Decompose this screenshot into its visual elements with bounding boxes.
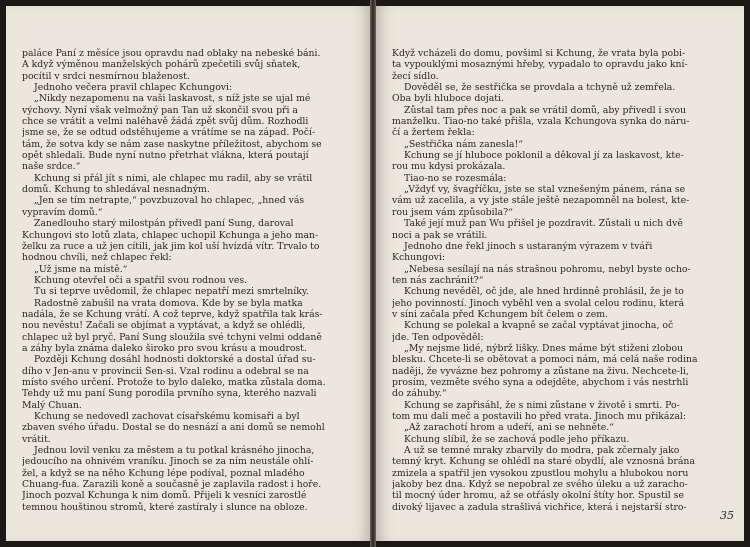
text-line: a záhy byla známa daleko široko pro svou krásu a moudrost. xyxy=(22,342,307,354)
text-line: místo svého určení. Protože to bylo daleko, matka zůstala doma. xyxy=(22,376,326,388)
text-line: do záhuby.“ xyxy=(392,388,447,400)
text-line: jsme se, že se odtud odstěhujeme a vrátíme se na západ. Počí- xyxy=(22,127,316,139)
text-line: A když výměnou manželských pohárů zpečetili svůj sňatek, xyxy=(22,59,301,71)
text-line: žel, a když se na něho Kchung lépe podíval, poznal mladého xyxy=(22,467,305,479)
text-line: jeho povinností. Jinoch vyběhl ven a svolal celou rodinu, která xyxy=(392,297,685,309)
text-line: v síni začala před Kchungem bít čelem o zem. xyxy=(392,308,608,320)
text-line: Tu si teprve uvědomil, že chlapec nepatří mezi smrtelníky. xyxy=(34,286,309,298)
text-line: „Vždyť vy, švagříčku, jste se stal vznešeným pánem, rána se xyxy=(404,184,686,196)
text-line: temný kryt. Kchung se ohlédl na staré obydlí, ale vznosná brána xyxy=(392,456,695,468)
text-line: jde. Ten odpověděl: xyxy=(392,331,484,343)
text-line: A už se temné mraky zbarvily do modra, pak zčernaly jako xyxy=(404,445,680,457)
left-page-text xyxy=(22,48,345,513)
text-line: Tiao-no se rozesmála: xyxy=(404,172,507,184)
left-page xyxy=(6,6,372,541)
text-line: jakoby bez dna. Když se nepobral ze svého úleku a už zaracho- xyxy=(392,479,688,491)
text-line: Kchung nevěděl, oč jde, ale hned hrdinně prohlásil, že je to xyxy=(404,286,684,298)
text-line: paláce Paní z měsíce jsou opravdu nad oblaky na nebeské báni. xyxy=(22,48,321,59)
text-line: Oba byli hluboce dojati. xyxy=(392,93,504,105)
text-line: divoký lijavec a zadula strašlivá vichřice, která i nejstarší stro- xyxy=(392,501,687,513)
text-line: želku za ruce a už jen cítili, jak jim kol uší hvízdá vítr. Trvalo to xyxy=(22,240,320,252)
text-line: prosím, vezměte svého syna a odejděte, abychom i vás nestrhli xyxy=(392,376,689,388)
text-line: Dověděl se, že sestřička se provdala a tchyně už zemřela. xyxy=(404,82,676,94)
text-line: Jednoho dne řekl jinoch s ustaraným výrazem v tváři xyxy=(404,240,653,252)
text-line: „Až zarachotí hrom a udeří, ani se nehněte.“ xyxy=(404,422,614,434)
text-line: til mocný úder hromu, až se otřásly okolní štíty hor. Spustil se xyxy=(392,490,684,502)
text-line: manželku. Tiao-no také přišla, vzala Kchungova synka do náru- xyxy=(392,116,690,128)
text-line: blesku. Chcete-li se obětovat a pomoci nám, má celá naše rodina xyxy=(392,354,698,366)
text-line: Radostně zabušil na vrata domova. Kde by se byla matka xyxy=(34,297,303,309)
page-number: 35 xyxy=(720,509,734,522)
text-line: Kchung slíbil, že se zachová podle jeho příkazu. xyxy=(404,433,630,445)
right-page-text xyxy=(392,48,707,513)
text-line: vám už zacelila, a vy jste stále ještě nezapomněl na bolest, kte- xyxy=(392,195,690,207)
text-line: nou nevěstu! Začali se objímat a vyptávat, a když se ohlédli, xyxy=(22,320,306,332)
text-line: vrátit. xyxy=(22,433,51,445)
text-line: Malý Chuan. xyxy=(22,399,82,411)
text-line: Kchung otevřel oči a spatřil svou rodnou ves. xyxy=(34,274,248,286)
text-line: Tehdy už mu paní Sung porodila prvního syna, kterého nazvali xyxy=(22,388,317,400)
text-line: „Sestřička nám zanesla!“ xyxy=(404,138,523,150)
text-line: Kchungovi: xyxy=(392,252,446,264)
text-line: naději, že vyvázne bez pohromy a zůstane na živu. Nechcete-li, xyxy=(392,365,689,377)
text-line: Kchung se zapřisáhl, že s nimi zůstane v životě i smrti. Po- xyxy=(404,399,680,411)
text-line: Jednou lovil venku za městem a tu potkal krásného jinocha, xyxy=(34,445,315,457)
text-line: ten nás zachránit?“ xyxy=(392,274,484,286)
text-line: tám, že sotva kdy se nám zase naskytne příležitost, abychom se xyxy=(22,138,322,150)
text-line: „Jen se tím netrapte,“ povzbuzoval ho chlapec, „hned vás xyxy=(34,195,305,207)
text-line: pocítil v srdci nesmírnou blaženost. xyxy=(22,70,190,82)
text-line: „My nejsme lidé, nýbrž lišky. Dnes máme být stiženi zlobou xyxy=(404,342,684,354)
text-line: Později Kchung dosáhl hodnosti doktorské a dostal úřad su- xyxy=(34,354,316,366)
text-line: nadála, že se Kchung vrátí. A což teprve, když spatřila tak krás- xyxy=(22,308,323,320)
text-line: rou jsem vám způsobila?“ xyxy=(392,206,513,218)
text-line: Jinoch pozval Kchunga k nim domů. Přijeli k vesnici zarostlé xyxy=(22,490,307,502)
text-line: Chuang-fua. Zarazili koně a současně je zaplavila radost i hoře. xyxy=(22,479,322,491)
text-line: chlapec už byl pryč. Paní Sung sloužila své tchyni velmi oddaně xyxy=(22,331,322,343)
text-line: vypravím domů.“ xyxy=(22,206,103,218)
text-line: ta vypouklými mosaznými hřeby, vypadalo to opravdu jako kní- xyxy=(392,59,688,71)
text-line: tom mu dali meč a postavili ho před vrata. Jinoch mu přikázal: xyxy=(392,411,687,422)
text-line: „Nebesa sesílají na nás strašnou pohromu, nebyl byste ocho- xyxy=(404,263,691,275)
text-line: zbaven svého úřadu. Dostal se do nesnází a ani domů se nemohl xyxy=(22,422,325,434)
text-line: noci a pak se vrátili. xyxy=(392,229,488,241)
text-line: temnou houštinou stromů, které zastíraly i slunce na obloze. xyxy=(22,501,308,513)
text-line: Zůstal tam přes noc a pak se vrátil domů, aby přivedl i svou xyxy=(404,104,687,116)
text-line: výchovy. Nyní však velmožný pan Tan už skončil svou při a xyxy=(22,104,298,116)
text-line: Zanedlouho starý milostpán přivedl paní Sung, daroval xyxy=(34,218,294,230)
text-line: Jednoho večera pravil chlapec Kchungovi: xyxy=(34,82,233,94)
text-line: Kchung si přál jít s nimi, ale chlapec mu radil, aby se vrátil xyxy=(34,172,313,184)
text-line: čí a žertem řekla: xyxy=(392,127,475,139)
text-line: „Už jsme na místě.“ xyxy=(34,263,128,275)
book-gutter xyxy=(370,0,376,547)
text-line: „Nikdy nezapomenu na vaši laskavost, s níž jste se ujal mé xyxy=(34,93,311,105)
text-line: Kchung se jí hluboce poklonil a děkoval jí za laskavost, kte- xyxy=(404,150,684,162)
text-line: jedoucího na ohnivém vraníku. Jinoch se za ním neustále ohlí- xyxy=(22,456,314,468)
text-line: Kchung se nedovedl zachovat císařskému komisaři a byl xyxy=(34,411,300,422)
text-line: Také její muž pan Wu přišel je pozdravit. Zůstali u nich dvě xyxy=(404,218,683,230)
right-page xyxy=(374,6,744,541)
text-line: opět shledali. Bude nyní nutno přetrhat vlákna, která poutají xyxy=(22,150,309,162)
text-line: žecí sídlo. xyxy=(392,70,439,82)
text-line: chce se vrátit a velmi naléhavě žádá zpět svůj dům. Rozhodli xyxy=(22,116,309,128)
text-line: zmizela a spatřil jen vysokou zpustlou mohylu a hlubokou noru xyxy=(392,467,689,479)
text-line: Kchungovi sto lotů zlata, chlapec uchopil Kchunga a jeho man- xyxy=(22,229,319,241)
text-line: hodnou chvíli, než chlapec řekl: xyxy=(22,252,172,264)
text-line: rou mu kdysi prokázala. xyxy=(392,161,506,173)
text-line: naše srdce.“ xyxy=(22,161,81,173)
text-line: domů. Kchung to shledával nesnadným. xyxy=(22,184,210,196)
text-line: Kchung se polekal a kvapně se začal vyptávat jinocha, oč xyxy=(404,320,674,332)
text-line: Když vcházeli do domu, povšiml si Kchung, že vrata byla pobi- xyxy=(392,48,686,59)
text-line: dího v Jen-anu v provincii Šen-si. Vzal rodinu a odebral se na xyxy=(22,365,309,377)
